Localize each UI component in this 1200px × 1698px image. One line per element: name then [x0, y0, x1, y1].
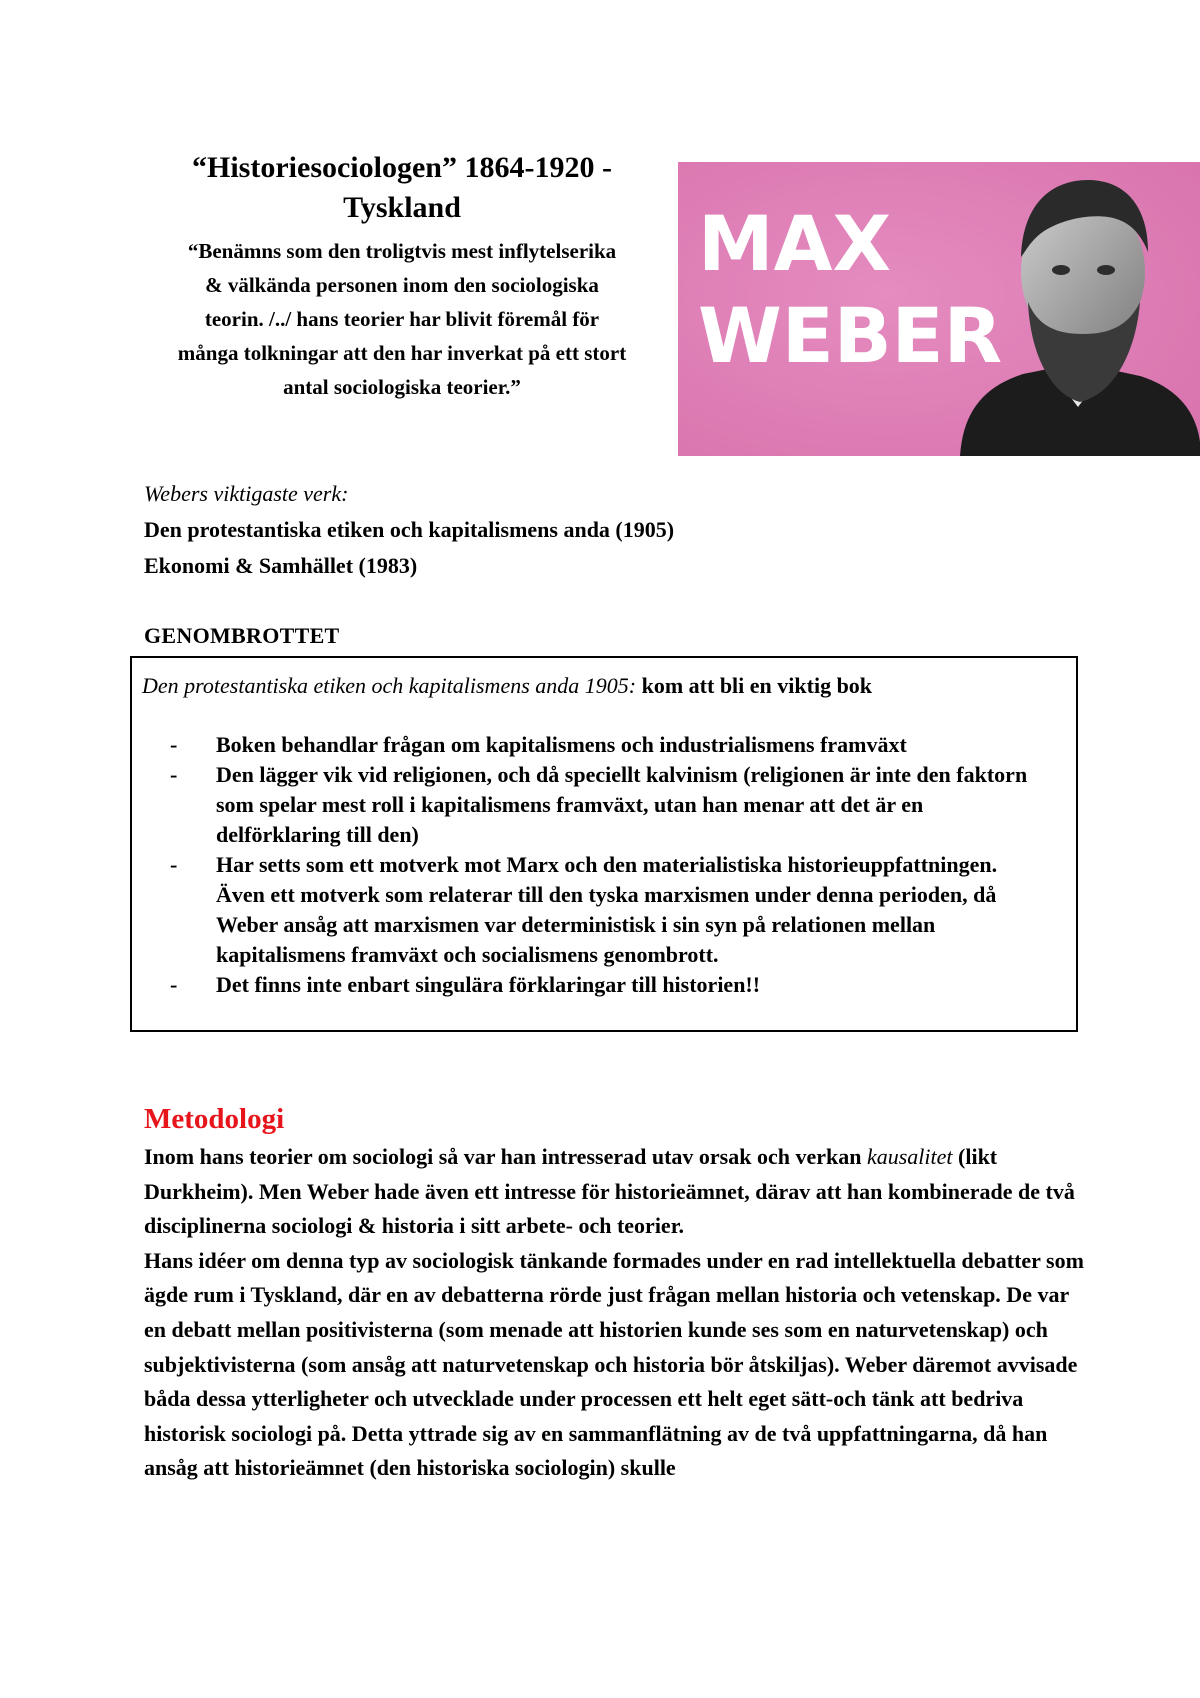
paragraph: Hans idéer om denna typ av sociologisk tänkande formades under en rad intellektuella debatter som ägde rum i Tyskland, där en av debatterna rörde just frågan mellan historia och vetenskap. De var en debatt mellan positivisterna (som menade att historien kunde ses som en naturvetenskap) och subjektivisterna (som ansåg att naturvetenskap och historia bör åtskiljas). Weber däremot avvisade båda dessa ytterligheter och utvecklade under processen ett helt eget sätt-och tänk att bedriva historisk sociologi på. Detta yttrade sig av en sammanflätning av de två uppfattningarna, då han ansåg att historieämnet (den historiska sociologin) skulle	[144, 1247, 1084, 1481]
list-item-text: Har setts som ett motverk mot Marx och den materialistiska historieuppfattningen. Även ett motverk som relaterar till den tyska marxismen under denna perioden, då Weber ansåg att marxismen var deterministisk i sin syn på relationen mellan kapitalismens framväxt och socialismens genombrott.	[216, 852, 998, 967]
bullet-dash: -	[170, 972, 178, 997]
intro-quote	[132, 234, 672, 404]
quote-line: & välkända personen inom den sociologiska	[205, 273, 599, 297]
list-item-text: Boken behandlar frågan om kapitalismens och industrialismens framväxt	[216, 732, 907, 757]
title-line-2: Tyskland	[343, 191, 461, 224]
paragraph-text: (likt Durkheim). Men Weber hade även ett intresse för historieämnet, därav att han kombinerade de två disciplinerna sociologi & historia i sitt arbete- och teorier.	[144, 1144, 1075, 1239]
term-kausalitet: kausalitet	[866, 1144, 953, 1169]
paragraph	[144, 1140, 1084, 1244]
bullet-dash: -	[170, 852, 178, 877]
list-item	[170, 850, 1050, 970]
title-line-1: “Historiesociologen” 1864-1920 -	[192, 151, 612, 184]
metodologi-body	[144, 1140, 1084, 1486]
bullet-dash: -	[170, 762, 178, 787]
list-item-text: Den lägger vik vid religionen, och då speciellt kalvinism (religionen är inte den faktorn som spelar mest roll i kapitalismens framväxt, utan han menar att det är en delförklaring till den)	[216, 762, 1028, 847]
list-item-text: Det finns inte enbart singulära förklaringar till historien!!	[216, 972, 761, 997]
max-weber-portrait	[678, 162, 1200, 456]
portrait-image	[678, 162, 1200, 456]
box-intro	[142, 670, 872, 702]
list-item	[170, 760, 1050, 850]
banner-text-max: MAX	[698, 199, 892, 288]
quote-line: antal sociologiska teorier.”	[283, 375, 521, 399]
bullet-dash: -	[170, 732, 178, 757]
works-heading: Webers viktigaste verk:	[144, 481, 349, 506]
banner-text-weber: WEBER	[698, 291, 1003, 380]
page-title	[132, 148, 672, 228]
eye-left	[1052, 265, 1070, 275]
quote-line: många tolkningar att den har inverkat på ett stort	[177, 341, 627, 365]
genombrottet-box	[130, 656, 1078, 1032]
eye-right	[1097, 265, 1115, 275]
book-title: Den protestantiska etiken och kapitalismens anda 1905:	[142, 673, 637, 698]
work-item: Den protestantiska etiken och kapitalismens anda (1905)	[144, 517, 675, 542]
paragraph-text: Inom hans teorier om sociologi så var han intresserad utav orsak och verkan	[144, 1144, 867, 1169]
list-item	[170, 730, 1050, 760]
list-item	[170, 970, 1050, 1000]
section-heading-genombrottet: GENOMBROTTET	[144, 623, 340, 648]
intro-rest: kom att bli en viktig bok	[636, 673, 873, 698]
quote-line: “Benämns som den troligtvis mest inflytelserika	[187, 239, 617, 263]
work-item: Ekonomi & Samhället (1983)	[144, 553, 418, 578]
quote-line: teorin. /../ hans teorier har blivit föremål för	[204, 307, 600, 331]
genombrottet-list	[170, 730, 1050, 1000]
section-heading-metodologi: Metodologi	[144, 1103, 285, 1135]
